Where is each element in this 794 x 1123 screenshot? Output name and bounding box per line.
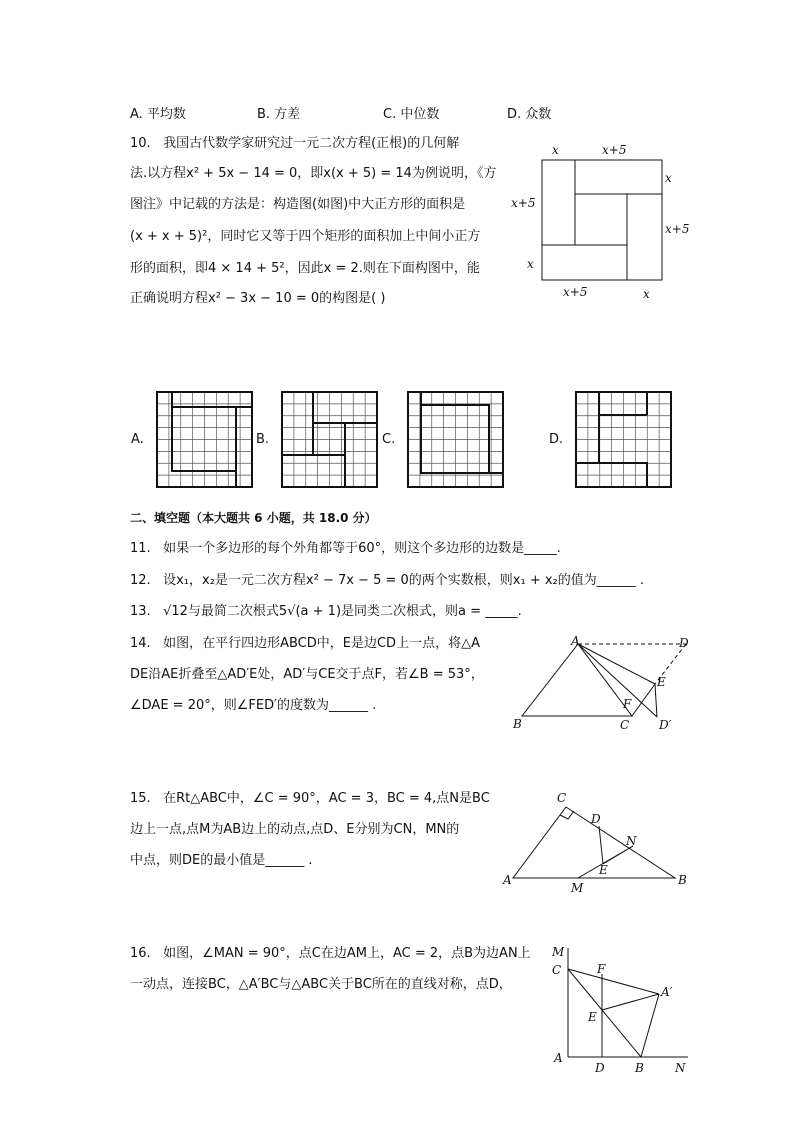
q15-line-1: 15. 在Rt△ABC中，∠C = 90°，AC = 3，BC = 4,点N是BC (130, 791, 490, 806)
q16-fig-label: B (635, 1061, 644, 1075)
q11-number: 11. (130, 541, 151, 556)
q10-line-4: (x + x + 5)²，同时它又等于四个矩形的面积加上中间小正方 (130, 229, 481, 244)
q16-fig-label: A′ (661, 985, 673, 999)
q14-number: 14. (130, 636, 151, 651)
q10-option-a-label: A. (131, 432, 144, 447)
q16-number: 16. (130, 946, 151, 961)
q12-number: 12. (130, 573, 151, 588)
q16-fig-label: D (595, 1061, 605, 1075)
q15-fig-label: N (626, 834, 637, 848)
q15-fig-label: D (591, 812, 601, 826)
q10-option-d-label: D. (549, 432, 564, 447)
q14-fig-label: C (620, 718, 630, 732)
q9-option-b: B. 方差 (257, 107, 301, 122)
q14-line-3: ∠DAE = 20°，则∠FED′的度数为______ . (130, 698, 377, 713)
q10-number: 10. (130, 136, 151, 151)
q16-fig-label: M (552, 945, 565, 959)
q14-line-1: 14. 如图，在平行四边形ABCD中，E是边CD上一点，将△A (130, 636, 480, 651)
q16-angle-figure (545, 940, 695, 1080)
q15-fig-label: E (599, 863, 608, 877)
q10-line-1: 10. 我国古代数学家研究过一元二次方程(正根)的几何解 (130, 136, 460, 151)
q14-fig-label: A (571, 634, 580, 648)
q14-parallelogram-figure (505, 632, 705, 737)
q15-line-3: 中点，则DE的最小值是______ . (130, 853, 313, 868)
q15-fig-label: C (557, 791, 567, 805)
q10-option-c-label: C. (382, 432, 396, 447)
q15-fig-label: A (503, 873, 512, 887)
q10-fig-label: x+5 (511, 196, 536, 210)
q16-fig-label: N (675, 1061, 686, 1075)
q14-fig-label: D (679, 636, 689, 650)
q10-fig-label: x (643, 287, 650, 301)
q10-option-a-grid (156, 391, 253, 488)
q14-fig-label: D′ (659, 718, 672, 732)
q16-fig-label: A (554, 1051, 563, 1065)
q10-option-b-label: B. (256, 432, 270, 447)
q10-fig-label: x+5 (563, 285, 588, 299)
q16-fig-label: F (597, 962, 606, 976)
q12: 12. 设x₁，x₂是一元二次方程x² − 7x − 5 = 0的两个实数根，则x₁ + x₂的值为______ . (130, 573, 645, 588)
q9-option-c: C. 中位数 (383, 107, 440, 122)
q10-fig-label: x (527, 257, 534, 271)
q16-fig-label: E (588, 1010, 597, 1024)
q11: 11. 如果一个多边形的每个外角都等于60°，则这个多边形的边数是_____. (130, 541, 561, 556)
q9-option-a: A. 平均数 (130, 107, 186, 122)
q10-option-c-grid (407, 391, 504, 488)
q14-fig-label: E (657, 675, 666, 689)
q10-line-6: 正确说明方程x² − 3x − 10 = 0的构图是( ) (130, 291, 386, 306)
q15-line-2: 边上一点,点M为AB边上的动点,点D、E分别为CN，MN的 (130, 822, 460, 837)
q13: 13. √12与最简二次根式5√(a + 1)是同类二次根式，则a = _____. (130, 604, 522, 619)
q16-fig-label: C (552, 963, 562, 977)
q10-square-figure (505, 138, 705, 306)
section-2-heading: 二、填空题（本大题共 6 小题，共 18.0 分） (130, 511, 377, 525)
q10-option-d-grid (575, 391, 672, 488)
q10-line-3: 图注》中记载的方法是：构造图(如图)中大正方形的面积是 (130, 197, 466, 212)
q10-option-b-grid (281, 391, 378, 488)
q15-fig-label: B (678, 873, 687, 887)
q15-number: 15. (130, 791, 151, 806)
q10-line-5: 形的面积，即4 × 14 + 5²，因此x = 2.则在下面构图中，能 (130, 261, 480, 276)
q15-fig-label: M (571, 881, 584, 895)
q10-fig-label: x+5 (665, 222, 690, 236)
q10-fig-label: x (552, 143, 559, 157)
q14-line-2: DE沿AE折叠至△AD′E处，AD′与CE交于点F，若∠B = 53°， (130, 667, 484, 682)
q16-line-2: 一动点，连接BC，△A′BC与△ABC关于BC所在的直线对称，点D， (130, 977, 512, 992)
q9-option-d: D. 众数 (507, 107, 552, 122)
q10-fig-label: x (665, 171, 672, 185)
q10-fig-label: x+5 (602, 143, 627, 157)
q16-line-1: 16. 如图，∠MAN = 90°，点C在边AM上，AC = 2，点B为边AN上 (130, 946, 531, 961)
q14-fig-label: F (623, 697, 632, 711)
q14-fig-label: B (513, 717, 522, 731)
q13-number: 13. (130, 604, 151, 619)
q15-triangle-figure (495, 788, 700, 898)
q10-line-2: 法.以方程x² + 5x − 14 = 0，即x(x + 5) = 14为例说明，《方 (130, 166, 497, 181)
